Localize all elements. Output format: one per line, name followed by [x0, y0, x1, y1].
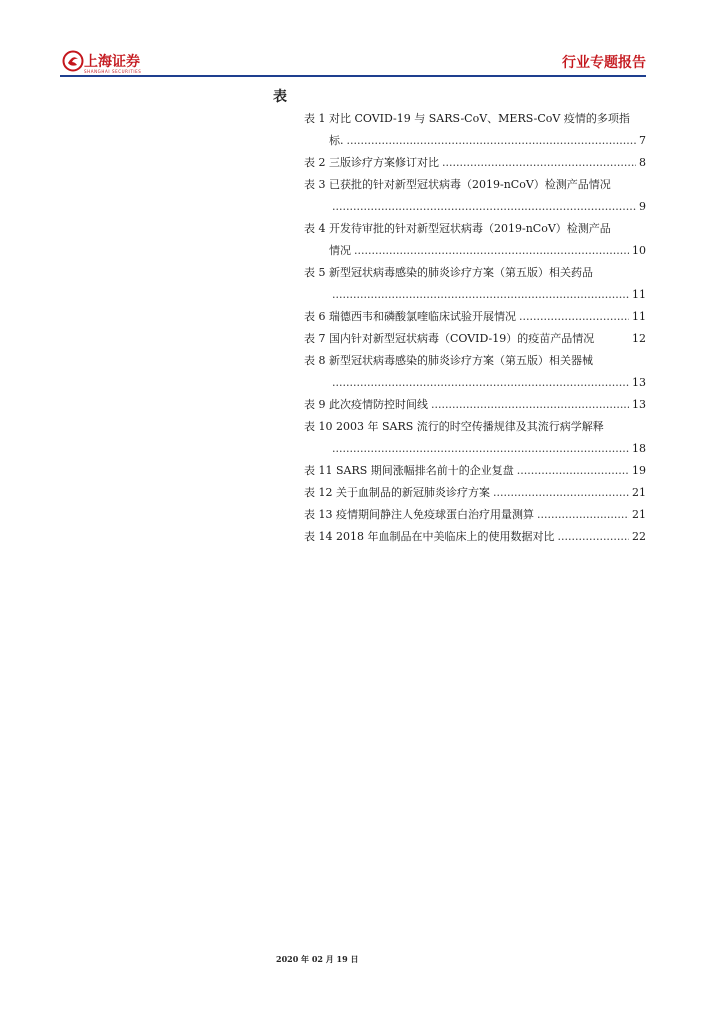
toc-page-number: 10	[632, 244, 646, 257]
toc-entry[interactable]	[304, 416, 646, 460]
toc-page-number: 22	[632, 530, 646, 543]
page-header	[0, 0, 724, 80]
toc-entry-continuation	[304, 438, 646, 460]
dot-leader	[332, 284, 629, 306]
toc-entry-title: 表 6 瑞德西韦和磷酸氯喹临床试验开展情况	[304, 310, 516, 323]
dot-leader	[332, 196, 636, 218]
toc-entry-continuation	[304, 130, 646, 152]
report-type-label: 行业专题报告	[562, 55, 646, 71]
toc-entry-title: 表 7 国内针对新型冠状病毒（COVID-19）的疫苗产品情况	[304, 332, 595, 345]
toc-entry-title: 表 1 对比 COVID-19 与 SARS-CoV、MERS-CoV 疫情的多项指	[304, 112, 630, 125]
toc-entry-title: 表 4 开发待审批的针对新型冠状病毒（2019-nCoV）检测产品	[304, 222, 611, 235]
toc-entry[interactable]	[304, 174, 646, 218]
dot-leader	[442, 152, 636, 174]
dot-leader	[557, 526, 629, 548]
toc-page-number: 8	[639, 156, 646, 169]
header-divider	[60, 75, 646, 77]
toc-entry-title: 表 5 新型冠状病毒感染的肺炎诊疗方案（第五版）相关药品	[304, 266, 593, 279]
dot-leader	[332, 372, 629, 394]
dot-leader	[517, 460, 629, 482]
toc-page-number: 13	[632, 398, 646, 411]
company-logo	[62, 50, 146, 78]
toc-entry[interactable]	[304, 306, 646, 328]
toc-entry-continuation	[304, 196, 646, 218]
toc-page-number: 11	[632, 310, 646, 323]
toc-entry-continuation	[304, 372, 646, 394]
toc-entry-continuation	[304, 240, 646, 262]
dot-leader	[519, 306, 629, 328]
toc-entry-title-cont: 标.	[329, 134, 344, 147]
toc-page-number: 21	[632, 486, 646, 499]
logo-subtext: SHANGHAI SECURITIES	[84, 69, 142, 74]
toc-entry-continuation	[304, 284, 646, 306]
toc-page-number: 11	[632, 288, 646, 301]
toc-entry-title: 表 8 新型冠状病毒感染的肺炎诊疗方案（第五版）相关器械	[304, 354, 593, 367]
toc-entry[interactable]	[304, 394, 646, 416]
dot-leader	[537, 504, 629, 526]
toc-page-number: 12	[632, 332, 646, 345]
toc-page-number: 9	[639, 200, 646, 213]
toc-entry-title: 表 13 疫情期间静注人免疫球蛋白治疗用量测算	[304, 508, 534, 521]
toc-page-number: 21	[632, 508, 646, 521]
toc-entry-title-cont: 情况	[329, 244, 351, 257]
toc-entry-title: 表 14 2018 年血制品在中美临床上的使用数据对比	[304, 530, 555, 543]
dot-leader	[347, 130, 637, 152]
toc-entry-title: 表 10 2003 年 SARS 流行的时空传播规律及其流行病学解释	[304, 420, 604, 433]
toc-entry-title: 表 9 此次疫情防控时间线	[304, 398, 428, 411]
dot-leader	[354, 240, 629, 262]
toc-entry[interactable]	[304, 218, 646, 262]
dot-leader	[332, 438, 629, 460]
toc-entry[interactable]	[304, 262, 646, 306]
toc-entry[interactable]	[304, 328, 646, 350]
toc-entry-title: 表 2 三版诊疗方案修订对比	[304, 156, 439, 169]
toc-entry[interactable]	[304, 526, 646, 548]
toc-page-number: 13	[632, 376, 646, 389]
toc-entry[interactable]	[304, 460, 646, 482]
toc-entry-title: 表 11 SARS 期间涨幅排名前十的企业复盘	[304, 464, 514, 477]
section-title: 表	[273, 89, 287, 105]
toc-page-number: 18	[632, 442, 646, 455]
toc-entry[interactable]	[304, 482, 646, 504]
toc-entry[interactable]	[304, 152, 646, 174]
toc-page-number: 19	[632, 464, 646, 477]
toc-entry[interactable]	[304, 108, 646, 152]
toc-entry-title: 表 3 已获批的针对新型冠状病毒（2019-nCoV）检测产品情况	[304, 178, 611, 191]
logo-text: 上海证券	[84, 54, 140, 70]
footer-date: 2020 年 02 月 19 日	[276, 954, 359, 964]
table-of-contents	[304, 108, 646, 548]
dot-leader	[493, 482, 629, 504]
toc-entry[interactable]	[304, 350, 646, 394]
toc-entry[interactable]	[304, 504, 646, 526]
toc-page-number: 7	[639, 134, 646, 147]
dot-leader	[431, 394, 629, 416]
logo-emblem-icon	[62, 50, 84, 72]
toc-entry-title: 表 12 关于血制品的新冠肺炎诊疗方案	[304, 486, 490, 499]
